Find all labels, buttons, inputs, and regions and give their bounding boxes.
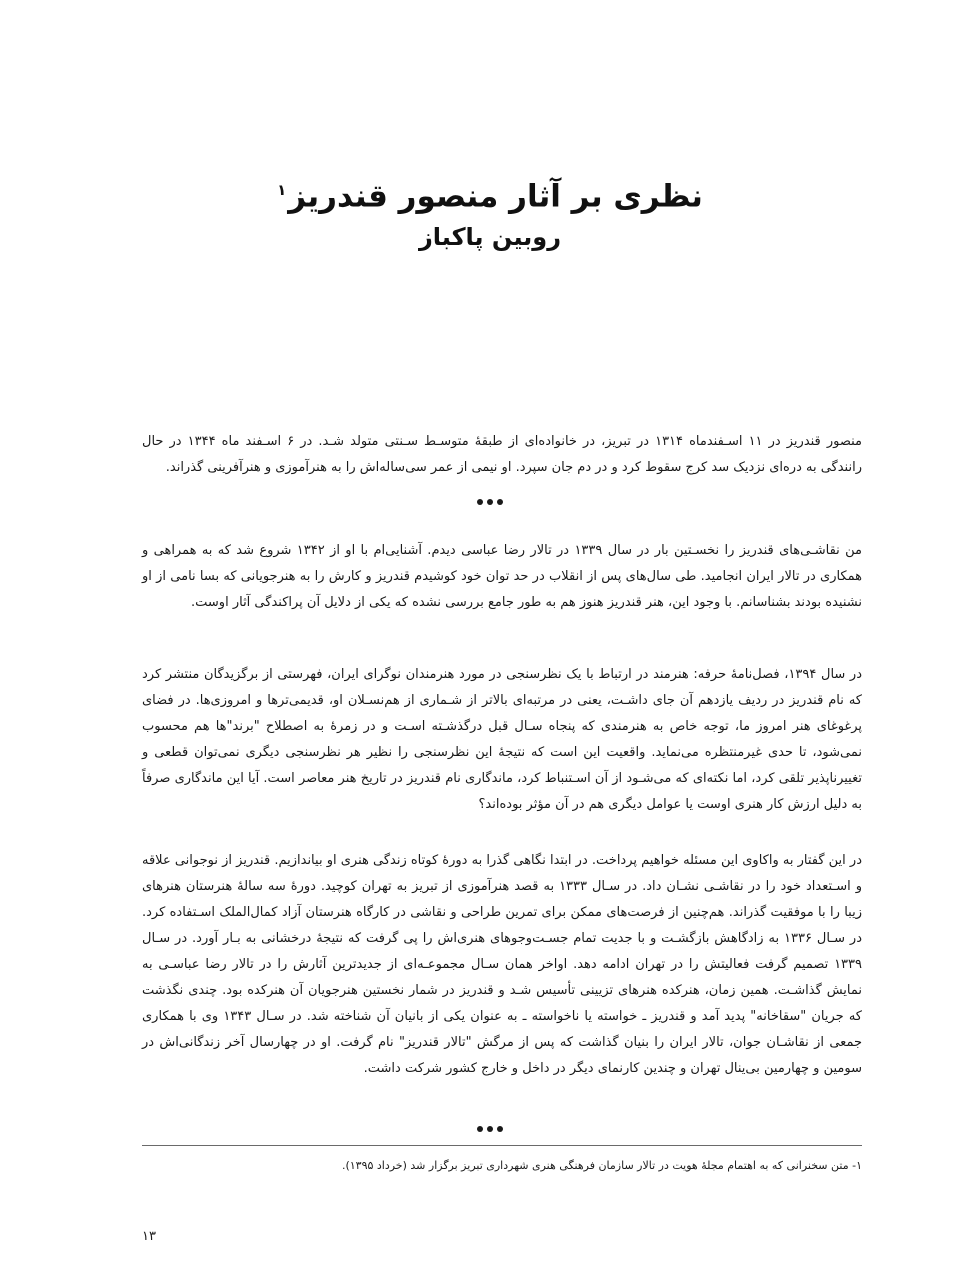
footnote-marker: ۱ (277, 181, 287, 199)
separator-dot (477, 1126, 483, 1132)
separator-dot (497, 1126, 503, 1132)
footnote-divider (142, 1145, 862, 1146)
article-title-text: نظری بر آثار منصور قندریز (288, 178, 703, 215)
paragraph-1: منصور قندریز در ۱۱ اسـفندماه ۱۳۱۴ در تبریز، در خانواده‌ای از طبقهٔ متوسـط سـنتی متولد شـد. در ۶ اسـفند ماه ۱۳۴۴ در حال رانندگی به دره‌ای نزدیک سد کرج سقوط کرد و در دم جان سپرد. او نیمی از عمر سی‌ساله‌اش را به هنرآموزی و هنرآفرینی گذراند. (142, 434, 863, 475)
paragraph-2: من نقاشـی‌های قندریز را نخسـتین بار در سال ۱۳۳۹ در تالار رضا عباسی دیدم. آشنایی‌ام با او از ۱۳۴۲ شروع شد که به همراهی و همکاری در تالار ایران انجامید. طی سال‌های پس از انقلاب در حد توان خود کوشیدم قندریز و کارش را به هنرجویانی که بسا نامی از او نشنیده بودند بشناسانم. با وجود این، هنر قندریز هنوز هم به طور جامع بررسی نشده که یکی از دلایل آن پراکندگی آثار اوست. (142, 543, 863, 610)
author-name: روبین پاکباز (418, 223, 562, 251)
paragraph-4: در این گفتار به واکاوی این مسئله خواهیم پرداخت. در ابتدا نگاهی گذرا به دورهٔ کوتاه زندگی هنری او بیاندازیم. قندریز از نوجوانی علاقه و اسـتعداد خود را در نقاشـی نشـان داد. در سـال ۱۳۳۳ به قصد هنرآموزی از تبریز به تهران کوچید. دورهٔ سه سالهٔ هنرستان هنرهای زیبا را با موفقیت گذراند. هم‌چنین از فرصت‌های ممکن برای تمرین طراحی و نقاشی در کارگاه هنرستان آزاد کمال‌الملک اسـتفاده کرد. در سـال ۱۳۳۶ به زادگاهش بازگشـت و با جدیت تمام جسـت‌وجوهای هنری‌اش را پی گرفت که نتیجهٔ درخشانی به بـار آورد. در سـال ۱۳۳۹ تصمیم گرفت فعالیتش را در تهران ادامه دهد. اواخر همان سـال مجموعـه‌ای از جدیدترین آثارش را در تالار رضا عباسـی به نمایش گذاشـت. همین زمان، هنرکده هنرهای تزیینی تأسیس شـد و قندریز در شمار نخستین هنرجویان آن هنرکده بود. چندی نگذشت که جریان "سقاخانه" پدید آمد و قندریز ـ خواسته یا ناخواسته ـ به عنوان یکی از بانیان آن شناخته شد. در سـال ۱۳۴۳ وی با همکاری جمعی از نقاشـان جوان، تالار ایران را بنیان گذاشت که پس از مرگش "تالار قندریز" نام گرفت. او در چهارسال آخر زندگانی‌اش در سومین و چهارمین بی‌ینال تهران و چندین کارنمای دیگر در داخل و خارج کشور شرکت داشت. (142, 853, 862, 1076)
paragraph-3: در سال ۱۳۹۴، فصل‌نامهٔ حرفه: هنرمند در ارتباط با یک نظرسنجی در مورد هنرمندان نوگرای ایران، فهرستی از برگزیدگان منتشر کرد که نام قندریز در ردیف یازدهم آن جای داشـت، یعنی در مرتبه‌ای بالاتر از شـماری از هم‌نسـلان او، قدیمی‌ترها و امروزی‌ها. در فضای پرغوغای هنر امروز ما، توجه خاص به هنرمندی که پنجاه سـال قبل درگذشـته اسـت و در زمرهٔ به اصطلاح "برند"ها هم محسوب نمی‌شود، تا حدی غیرمنتظره می‌نماید. واقعیت این است که نتیجهٔ این نظرسنجی را نظیر هر نظرسنجی دیگری نمی‌توان قطعی و تغییرناپذیر تلقی کرد، اما نکته‌ای که می‌شـود از آن اسـتنباط کرد، ماندگاری نام قندریز در تاریخ هنر معاصر است. آیا این ماندگاری صرفاً به دلیل ارزش کار هنری اوست یا عوامل دیگری هم در آن مؤثر بوده‌اند؟ (142, 667, 862, 812)
separator-dot (487, 499, 493, 505)
separator-dot (487, 1126, 493, 1132)
page-number: ۱۳ (142, 1229, 156, 1244)
article-title (0, 168, 980, 218)
section-separator (0, 1120, 980, 1136)
section-separator (0, 493, 980, 509)
footnote: ۱- متن سخنرانی که به اهتمام مجلهٔ هویت در تالار سازمان فرهنگی هنری شهرداری تبریز برگزار شد (خرداد ۱۳۹۵). (341, 1159, 862, 1172)
separator-dot (477, 499, 483, 505)
separator-dot (497, 499, 503, 505)
